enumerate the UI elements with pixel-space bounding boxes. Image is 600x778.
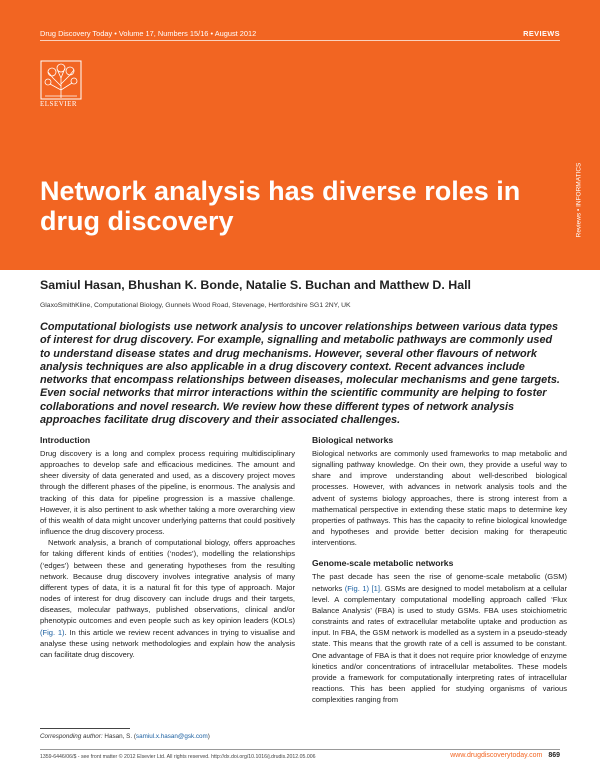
publisher-name: ELSEVIER (40, 100, 78, 108)
article-authors: Samiul Hasan, Bhushan K. Bonde, Natalie S. Buchan and Matthew D. Hall (40, 278, 471, 292)
footer-copyright-doi: 1359-6446/06/$ - see front matter © 2012 Elsevier Ltd. All rights reserved. http://dx.doi.org/10.1016/j.drudis.2012.05.006 (40, 754, 316, 760)
section-heading-gsm-networks: Genome-scale metabolic networks (312, 558, 454, 569)
figure-1-ref-1-link[interactable]: (Fig. 1) [1] (344, 583, 380, 593)
gsm-paragraph-1 (312, 571, 567, 705)
footer-rule (40, 749, 560, 750)
footnote-rule (40, 728, 130, 729)
side-section-label (574, 150, 584, 250)
section-tag: REVIEWS (523, 29, 560, 38)
footnote-label: Corresponding author: (40, 733, 103, 740)
author-affiliation: GlaxoSmithKline, Computational Biology, Gunnels Wood Road, Stevenage, Hertfordshire SG1 2NY, UK (40, 302, 351, 309)
author-email-link[interactable]: samiul.x.hasan@gsk.com (135, 733, 208, 740)
corresponding-author-footnote (40, 733, 210, 740)
gsm-paragraph-1-text-a: The past decade has seen the rise of genome-scale metabolic (GSM) networks (312, 572, 567, 593)
side-section-label-text: Reviews • INFORMATICS (575, 162, 583, 238)
gsm-paragraph-1-text-b: . GSMs are designed to model metabolism at a cellular level. A complementary computational modelling approach called ‘Flux Balance Analysis’ (FBA) is used to study GSMs. FBA uses stoichiometric constraints and rates of extracellular metabolite uptake and production as input. In FBA, the GSM network is modelled as a system in a pseudo-steady state. This means that the growth rate of a cell is assumed to be constant. One advantage of FBA is that it does not require prior knowledge of enzyme kinetics and/or concentrations of intracellular metabolites. These models provide a framework for computationally interpreting rates of intracellular reactions. This has been applied for studying organisms of various complexities ranging from (312, 583, 568, 705)
section-heading-introduction: Introduction (40, 435, 91, 445)
intro-paragraph-2-text-a: Network analysis, a branch of computational biology, offers approaches for taking different kinds of entities (‘nodes’), modelling the relationships (‘edges’) between these and generating hypotheses from the resulting network. Because drug discovery involves integrative analysis of many different types of data, it is a natural fit for this type of approach. Major nodes of interest for drug discovery can include drugs and their targets, diseases, molecular pathways, published observations, clinical and/or phenotypic outcomes and even people such as key opinion leaders (KOLs) (40, 538, 295, 626)
header-rule (40, 40, 560, 41)
bio-paragraph-1: Biological networks are commonly used frameworks to map metabolic and signalling pathway knowledge. On their own, they provide a useful way to share and improve understanding about well-described biological processes. However, with advances in network analysis tools and the advent of systems biology approaches, there is strong interest from a mathematical perspective in extending these static maps to determine key properties of pathways. This has the capacity to refine biological knowledge and hypotheses and provide better decision making for therapeutic interventions. (312, 449, 567, 548)
abstract: Computational biologists use network analysis to uncover relationships between various data types of interest for drug discovery. For example, signalling and metabolic pathways are commonly used to understand disease states and drug mechanisms. However, several other flavours of network analysis techniques are also applicable in a drug discovery context. Recent advances include networks that encompass relationships between diseases, molecular mechanisms and gene targets. Even social networks that mirror interactions within the scientific community are helping to foster collaborations and novel research. We review how these different types of network analysis approaches facilitate drug discovery and their associated challenges. (40, 321, 560, 427)
intro-paragraph-2-text-b: . In this article we review recent advances in trying to visualise and analyse these using network methodologies and explain how the analysis can facilitate drug discovery. (40, 627, 295, 659)
journal-website-link[interactable]: www.drugdiscoverytoday.com (450, 752, 543, 759)
footnote-name: Hasan, S. ( (102, 733, 136, 740)
body-column-left (40, 435, 295, 660)
footer-right (450, 752, 560, 759)
intro-paragraph-1: Drug discovery is a long and complex process requiring multidisciplinary approaches to develop safe and efficacious medicines. The amount and sheer diversity of data generated and used, as a discovery project moves through the different phases of the pipeline, is enormous. The analysis and tracking of this data for pipeline progression is a massive challenge. However, it is also pertinent to ask whether taking a more overarching view of this wealth of data might uncover underlying patterns that could positively influence the drug discovery process. (40, 449, 295, 537)
intro-paragraph-2 (40, 537, 295, 660)
article-title: Network analysis has diverse roles in drug discovery (40, 176, 521, 236)
section-heading-biological-networks: Biological networks (312, 435, 394, 445)
figure-1-link[interactable]: (Fig. 1) (40, 627, 65, 637)
body-column-right (312, 435, 567, 705)
journal-citation: Drug Discovery Today • Volume 17, Numbers 15/16 • August 2012 (40, 29, 257, 38)
footnote-close: ) (207, 733, 210, 740)
page-number: 869 (548, 752, 560, 759)
